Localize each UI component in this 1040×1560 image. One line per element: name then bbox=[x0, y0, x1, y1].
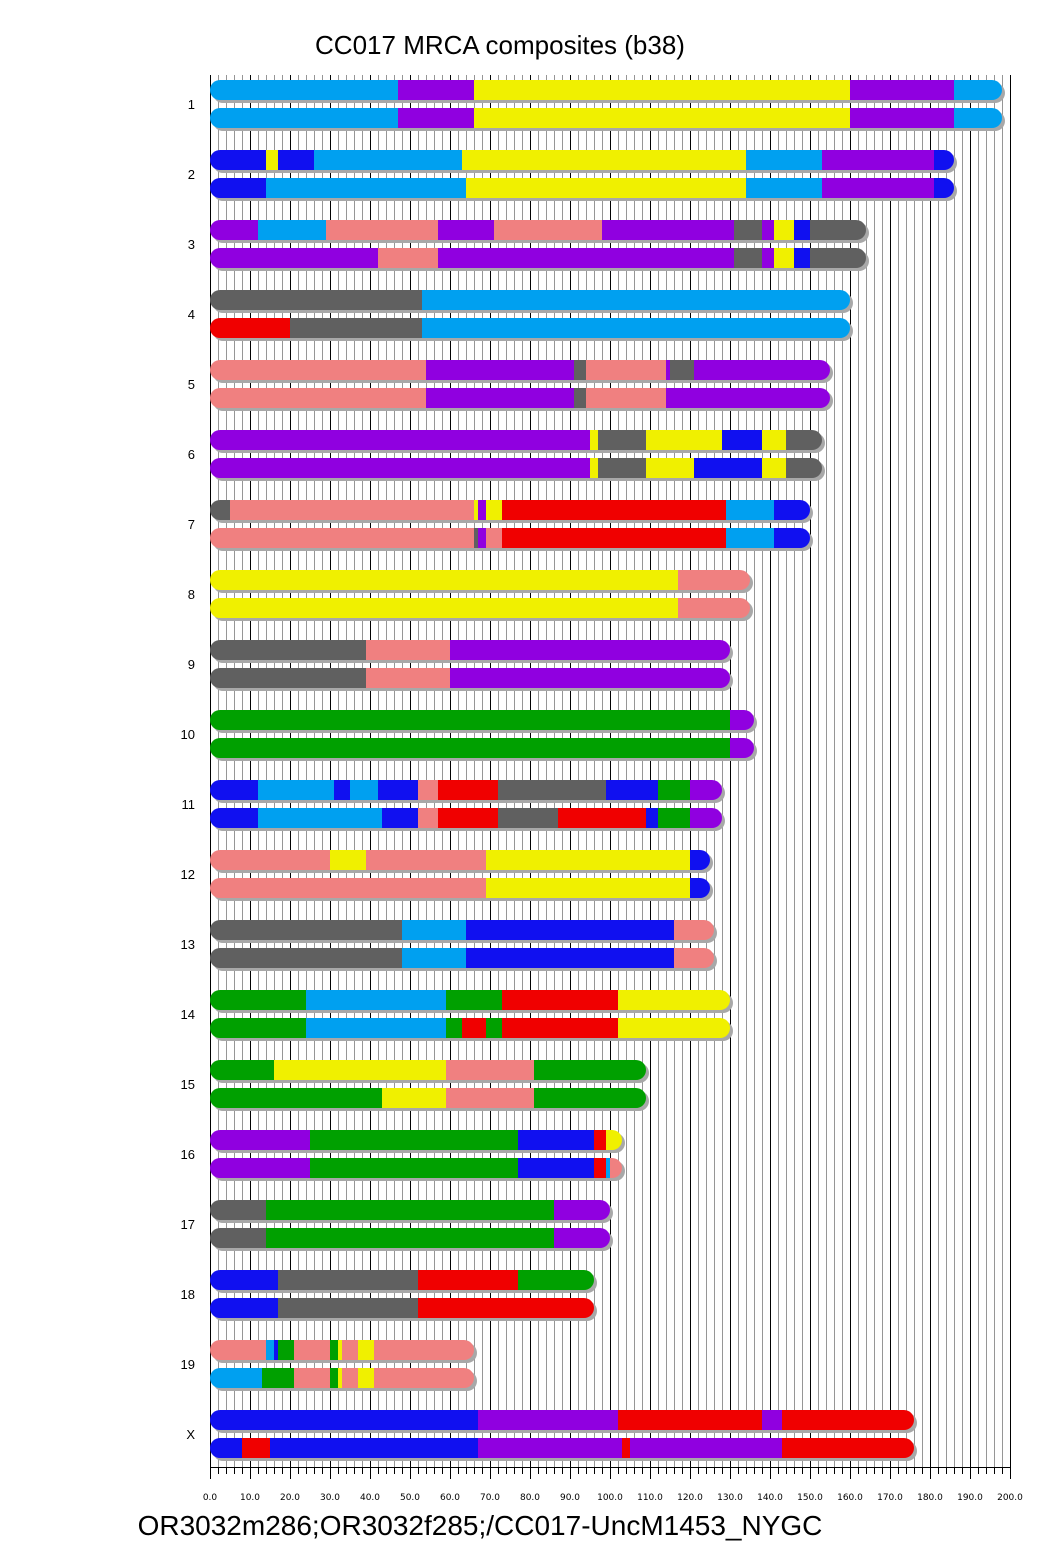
x-axis bbox=[203, 1467, 1023, 1503]
haplotype-segment bbox=[358, 1368, 374, 1388]
haplotype-segment bbox=[342, 1340, 358, 1360]
chr-15-haplotype-2 bbox=[210, 1088, 646, 1108]
haplotype-segment bbox=[554, 1200, 610, 1220]
haplotype-segment bbox=[794, 248, 810, 268]
haplotype-segment bbox=[502, 1018, 618, 1038]
haplotype-segment bbox=[486, 878, 690, 898]
haplotype-segment bbox=[210, 710, 730, 730]
x-tick-label: 170.0 bbox=[877, 1493, 903, 1503]
haplotype-segment bbox=[486, 850, 690, 870]
chr-12-haplotype-2 bbox=[210, 878, 710, 898]
haplotype-segment bbox=[422, 318, 850, 338]
haplotype-segment bbox=[418, 1270, 518, 1290]
haplotype-segment bbox=[646, 430, 722, 450]
haplotype-segment bbox=[590, 458, 598, 478]
haplotype-segment bbox=[258, 808, 382, 828]
x-tick-label: 200.0 bbox=[997, 1493, 1023, 1503]
haplotype-segment bbox=[466, 920, 674, 940]
haplotype-segment bbox=[486, 500, 502, 520]
haplotype-segment bbox=[774, 528, 810, 548]
haplotype-segment bbox=[774, 248, 794, 268]
haplotype-segment bbox=[690, 808, 722, 828]
haplotype-segment bbox=[378, 248, 438, 268]
haplotype-segment bbox=[270, 1438, 478, 1458]
chr-2-haplotype-1 bbox=[210, 150, 954, 170]
chr-5-haplotype-2 bbox=[210, 388, 830, 408]
haplotype-segment bbox=[658, 808, 690, 828]
haplotype-segment bbox=[242, 1438, 270, 1458]
haplotype-segment bbox=[694, 458, 762, 478]
haplotype-segment bbox=[314, 150, 462, 170]
haplotype-segment bbox=[210, 668, 366, 688]
haplotype-segment bbox=[450, 640, 730, 660]
haplotype-segment bbox=[822, 178, 934, 198]
chart-title-text: CC017 MRCA composites (b38) bbox=[315, 30, 685, 60]
haplotype-segment bbox=[210, 458, 590, 478]
chr-8-haplotype-2 bbox=[210, 598, 750, 618]
chromosome-label: 16 bbox=[180, 1147, 195, 1162]
haplotype-segment bbox=[518, 1130, 594, 1150]
haplotype-segment bbox=[266, 1200, 554, 1220]
haplotype-segment bbox=[418, 808, 438, 828]
haplotype-segment bbox=[290, 318, 422, 338]
haplotype-segment bbox=[438, 808, 498, 828]
haplotype-segment bbox=[210, 598, 678, 618]
haplotype-segment bbox=[426, 388, 574, 408]
haplotype-segment bbox=[210, 220, 258, 240]
haplotype-segment bbox=[422, 290, 850, 310]
haplotype-segment bbox=[334, 780, 350, 800]
haplotype-segment bbox=[210, 1228, 266, 1248]
chart-subtitle bbox=[0, 1510, 1040, 1542]
haplotype-segment bbox=[210, 808, 258, 828]
haplotype-segment bbox=[438, 780, 498, 800]
haplotype-segment bbox=[498, 808, 558, 828]
haplotype-segment bbox=[266, 1228, 554, 1248]
haplotype-segment bbox=[374, 1340, 474, 1360]
chromosome-label: 12 bbox=[180, 867, 195, 882]
chromosome-label: 7 bbox=[187, 517, 195, 532]
haplotype-segment bbox=[646, 458, 694, 478]
chr-18-haplotype-1 bbox=[210, 1270, 594, 1290]
x-tick-label: 30.0 bbox=[319, 1493, 341, 1503]
haplotype-segment bbox=[502, 528, 726, 548]
haplotype-segment bbox=[274, 1060, 446, 1080]
haplotype-segment bbox=[622, 1438, 630, 1458]
haplotype-segment bbox=[606, 780, 658, 800]
haplotype-segment bbox=[210, 948, 402, 968]
x-tick-label: 90.0 bbox=[559, 1493, 581, 1503]
haplotype-segment bbox=[474, 80, 850, 100]
haplotype-segment bbox=[210, 640, 366, 660]
haplotype-segment bbox=[210, 248, 378, 268]
haplotype-segment bbox=[402, 948, 466, 968]
haplotype-segment bbox=[382, 808, 418, 828]
chr-17-haplotype-1 bbox=[210, 1200, 610, 1220]
haplotype-segment bbox=[474, 108, 850, 128]
haplotype-segment bbox=[358, 1340, 374, 1360]
chr-13-haplotype-2 bbox=[210, 948, 714, 968]
haplotype-segment bbox=[210, 1270, 278, 1290]
haplotype-segment bbox=[418, 780, 438, 800]
chromosome-label: 10 bbox=[180, 727, 195, 742]
haplotype-segment bbox=[646, 808, 658, 828]
x-tick-label: 120.0 bbox=[677, 1493, 703, 1503]
haplotype-segment bbox=[502, 990, 618, 1010]
x-tick-label: 20.0 bbox=[279, 1493, 301, 1503]
chr-9-haplotype-2 bbox=[210, 668, 730, 688]
haplotype-segment bbox=[734, 248, 762, 268]
x-tick-label: 130.0 bbox=[717, 1493, 743, 1503]
haplotype-segment bbox=[502, 500, 726, 520]
haplotype-segment bbox=[210, 430, 590, 450]
grid-lines bbox=[211, 75, 1011, 1467]
haplotype-segment bbox=[294, 1368, 330, 1388]
haplotype-segment bbox=[810, 248, 866, 268]
haplotype-segment bbox=[378, 780, 418, 800]
haplotype-segment bbox=[746, 178, 822, 198]
haplotype-segment bbox=[258, 220, 326, 240]
haplotype-segment bbox=[418, 1298, 594, 1318]
haplotype-segment bbox=[398, 80, 474, 100]
haplotype-segment bbox=[574, 360, 586, 380]
haplotype-segment bbox=[382, 1088, 446, 1108]
haplotype-segment bbox=[366, 668, 450, 688]
haplotype-segment bbox=[306, 990, 446, 1010]
haplotype-segment bbox=[730, 738, 754, 758]
chr-9-haplotype-1 bbox=[210, 640, 730, 660]
haplotype-segment bbox=[762, 248, 774, 268]
haplotype-segment bbox=[674, 920, 714, 940]
haplotype-segment bbox=[590, 430, 598, 450]
haplotype-segment bbox=[690, 780, 722, 800]
haplotype-segment bbox=[210, 1200, 266, 1220]
chromosome-label: 5 bbox=[187, 377, 195, 392]
haplotype-segment bbox=[278, 1340, 294, 1360]
haplotype-segment bbox=[786, 430, 822, 450]
haplotype-segment bbox=[330, 1340, 338, 1360]
haplotype-segment bbox=[210, 388, 426, 408]
chromosome-label: 1 bbox=[187, 97, 195, 112]
x-tick-label: 60.0 bbox=[439, 1493, 461, 1503]
haplotype-segment bbox=[446, 1088, 534, 1108]
chr-1-haplotype-1 bbox=[210, 80, 1002, 100]
x-tick-label: 150.0 bbox=[797, 1493, 823, 1503]
haplotype-segment bbox=[822, 150, 934, 170]
haplotype-segment bbox=[210, 108, 398, 128]
x-tick-label: 160.0 bbox=[837, 1493, 863, 1503]
haplotype-segment bbox=[726, 528, 774, 548]
haplotype-segment bbox=[694, 360, 830, 380]
x-tick-label: 10.0 bbox=[239, 1493, 261, 1503]
haplotype-segment bbox=[266, 1340, 274, 1360]
chr-2-haplotype-2 bbox=[210, 178, 954, 198]
haplotype-segment bbox=[398, 108, 474, 128]
haplotype-segment bbox=[666, 360, 670, 380]
haplotype-segment bbox=[794, 220, 810, 240]
chr-17-haplotype-2 bbox=[210, 1228, 610, 1248]
haplotype-segment bbox=[494, 220, 602, 240]
haplotype-segment bbox=[478, 1410, 618, 1430]
chart-subtitle-text: OR3032m286;OR3032f285;/CC017-UncM1453_NYGC bbox=[137, 1510, 823, 1541]
haplotype-segment bbox=[474, 500, 478, 520]
haplotype-segment bbox=[210, 1438, 242, 1458]
haplotype-segment bbox=[726, 500, 774, 520]
x-tick-label: 50.0 bbox=[399, 1493, 421, 1503]
haplotype-segment bbox=[730, 710, 754, 730]
haplotype-segment bbox=[678, 570, 750, 590]
haplotype-segment bbox=[274, 1340, 278, 1360]
haplotype-segment bbox=[210, 780, 258, 800]
chr-16-haplotype-1 bbox=[210, 1130, 622, 1150]
haplotype-segment bbox=[478, 528, 486, 548]
haplotype-segment bbox=[262, 1368, 294, 1388]
haplotype-segment bbox=[786, 458, 822, 478]
haplotype-segment bbox=[466, 178, 746, 198]
chr-X-haplotype-1 bbox=[210, 1410, 914, 1430]
x-tick-label: 70.0 bbox=[479, 1493, 501, 1503]
haplotype-segment bbox=[606, 1158, 610, 1178]
haplotype-segment bbox=[310, 1130, 518, 1150]
haplotype-segment bbox=[594, 1158, 606, 1178]
haplotype-segment bbox=[762, 1410, 782, 1430]
haplotype-segment bbox=[618, 1410, 762, 1430]
chromosome-label: 19 bbox=[180, 1357, 195, 1372]
haplotype-segment bbox=[850, 80, 954, 100]
chr-19-haplotype-1 bbox=[210, 1340, 474, 1360]
chr-8-haplotype-1 bbox=[210, 570, 750, 590]
haplotype-segment bbox=[350, 780, 378, 800]
haplotype-segment bbox=[518, 1158, 594, 1178]
chromosome-label: 6 bbox=[187, 447, 195, 462]
haplotype-segment bbox=[402, 920, 466, 940]
chromosome-label: X bbox=[186, 1427, 195, 1442]
haplotype-segment bbox=[478, 1438, 622, 1458]
haplotype-segment bbox=[486, 1018, 502, 1038]
haplotype-segment bbox=[594, 1130, 606, 1150]
haplotype-segment bbox=[446, 1018, 462, 1038]
chromosome-label: 3 bbox=[187, 237, 195, 252]
haplotype-segment bbox=[478, 500, 486, 520]
haplotype-segment bbox=[366, 850, 486, 870]
haplotype-segment bbox=[466, 948, 674, 968]
chr-14-haplotype-2 bbox=[210, 1018, 730, 1038]
x-tick-label: 190.0 bbox=[957, 1493, 983, 1503]
chr-12-haplotype-1 bbox=[210, 850, 710, 870]
chr-7-haplotype-1 bbox=[210, 500, 810, 520]
x-tick-label: 110.0 bbox=[637, 1493, 663, 1503]
haplotype-segment bbox=[446, 990, 502, 1010]
haplotype-segment bbox=[574, 388, 586, 408]
chr-1-haplotype-2 bbox=[210, 108, 1002, 128]
haplotype-segment bbox=[810, 220, 866, 240]
haplotype-segment bbox=[782, 1438, 914, 1458]
haplotype-segment bbox=[210, 738, 730, 758]
haplotype-segment bbox=[210, 178, 266, 198]
haplotype-segment bbox=[266, 150, 278, 170]
haplotype-segment bbox=[618, 1018, 730, 1038]
haplotype-segment bbox=[438, 248, 734, 268]
haplotype-segment bbox=[210, 528, 474, 548]
haplotype-segment bbox=[210, 1088, 382, 1108]
haplotype-segment bbox=[598, 458, 646, 478]
haplotype-segment bbox=[338, 1368, 342, 1388]
chr-14-haplotype-1 bbox=[210, 990, 730, 1010]
haplotype-segment bbox=[210, 1060, 274, 1080]
haplotype-segment bbox=[210, 500, 230, 520]
x-tick-label: 40.0 bbox=[359, 1493, 381, 1503]
haplotype-segment bbox=[210, 1158, 310, 1178]
haplotype-segment bbox=[518, 1270, 594, 1290]
haplotype-segment bbox=[722, 430, 762, 450]
chromosome-label: 2 bbox=[187, 167, 195, 182]
haplotype-segment bbox=[438, 220, 494, 240]
haplotype-segment bbox=[558, 808, 646, 828]
haplotype-segment bbox=[210, 80, 398, 100]
chromosome-label: 17 bbox=[180, 1217, 195, 1232]
chr-16-haplotype-2 bbox=[210, 1158, 622, 1178]
haplotype-segment bbox=[746, 150, 822, 170]
haplotype-segment bbox=[782, 1410, 914, 1430]
haplotype-segment bbox=[210, 290, 422, 310]
chr-11-haplotype-2 bbox=[210, 808, 722, 828]
haplotype-segment bbox=[258, 780, 334, 800]
chromosome-labels bbox=[181, 97, 196, 1442]
chr-4-haplotype-1 bbox=[210, 290, 850, 310]
chromosome-label: 8 bbox=[187, 587, 195, 602]
haplotype-segment bbox=[850, 108, 954, 128]
haplotype-segment bbox=[598, 430, 646, 450]
chr-10-haplotype-1 bbox=[210, 710, 754, 730]
haplotype-segment bbox=[210, 150, 266, 170]
chr-10-haplotype-2 bbox=[210, 738, 754, 758]
chr-18-haplotype-2 bbox=[210, 1298, 594, 1318]
haplotype-segment bbox=[678, 598, 750, 618]
haplotype-segment bbox=[278, 150, 314, 170]
haplotype-segment bbox=[486, 528, 502, 548]
haplotype-segment bbox=[294, 1340, 330, 1360]
chr-11-haplotype-1 bbox=[210, 780, 722, 800]
chr-X-haplotype-2 bbox=[210, 1438, 914, 1458]
haplotype-segment bbox=[330, 1368, 338, 1388]
chr-4-haplotype-2 bbox=[210, 318, 850, 338]
haplotype-segment bbox=[210, 920, 402, 940]
haplotype-segment bbox=[670, 360, 694, 380]
haplotype-segment bbox=[210, 318, 290, 338]
chromosome-label: 18 bbox=[180, 1287, 195, 1302]
haplotype-segment bbox=[762, 220, 774, 240]
haplotype-segment bbox=[534, 1060, 646, 1080]
x-tick-label: 0.0 bbox=[202, 1493, 218, 1503]
chr-19-haplotype-2 bbox=[210, 1368, 474, 1388]
haplotype-segment bbox=[586, 388, 666, 408]
haplotype-segment bbox=[462, 1018, 486, 1038]
haplotype-segment bbox=[462, 150, 746, 170]
haplotype-segment bbox=[210, 1130, 310, 1150]
x-tick-label: 180.0 bbox=[917, 1493, 943, 1503]
haplotype-segment bbox=[210, 1410, 478, 1430]
haplotype-segment bbox=[774, 500, 810, 520]
chr-3-haplotype-1 bbox=[210, 220, 866, 240]
haplotype-segment bbox=[534, 1088, 646, 1108]
haplotype-segment bbox=[338, 1340, 342, 1360]
haplotype-segment bbox=[210, 850, 330, 870]
haplotype-segment bbox=[366, 640, 450, 660]
chromosome-label: 11 bbox=[181, 797, 195, 812]
haplotype-segment bbox=[630, 1438, 782, 1458]
haplotype-segment bbox=[498, 780, 606, 800]
chromosome-bars bbox=[210, 80, 1005, 1461]
chromosome-label: 13 bbox=[180, 937, 195, 952]
haplotype-segment bbox=[762, 458, 786, 478]
haplotype-segment bbox=[210, 570, 678, 590]
chr-13-haplotype-1 bbox=[210, 920, 714, 940]
haplotype-segment bbox=[210, 360, 426, 380]
haplotype-segment bbox=[278, 1270, 418, 1290]
haplotype-segment bbox=[954, 108, 1002, 128]
haplotype-segment bbox=[762, 430, 786, 450]
haplotype-segment bbox=[210, 878, 486, 898]
haplotype-segment bbox=[658, 780, 690, 800]
haplotype-segment bbox=[330, 850, 366, 870]
chr-3-haplotype-2 bbox=[210, 248, 866, 268]
haplotype-segment bbox=[374, 1368, 474, 1388]
haplotype-segment bbox=[954, 80, 1002, 100]
chr-15-haplotype-1 bbox=[210, 1060, 646, 1080]
x-tick-label: 100.0 bbox=[597, 1493, 623, 1503]
haplotype-segment bbox=[210, 1298, 278, 1318]
haplotype-segment bbox=[474, 528, 478, 548]
haplotype-segment bbox=[734, 220, 762, 240]
haplotype-segment bbox=[618, 990, 730, 1010]
haplotype-segment bbox=[554, 1228, 610, 1248]
chr-5-haplotype-1 bbox=[210, 360, 830, 380]
chr-6-haplotype-1 bbox=[210, 430, 822, 450]
haplotype-segment bbox=[602, 220, 734, 240]
chromosome-label: 14 bbox=[180, 1007, 195, 1022]
x-tick-label: 80.0 bbox=[519, 1493, 541, 1503]
haplotype-segment bbox=[446, 1060, 534, 1080]
haplotype-segment bbox=[426, 360, 574, 380]
chromosome-label: 15 bbox=[180, 1077, 195, 1092]
haplotype-segment bbox=[774, 220, 794, 240]
haplotype-segment bbox=[210, 990, 306, 1010]
haplotype-segment bbox=[210, 1340, 266, 1360]
haplotype-segment bbox=[342, 1368, 358, 1388]
haplotype-segment bbox=[326, 220, 438, 240]
chr-7-haplotype-2 bbox=[210, 528, 810, 548]
chr-6-haplotype-2 bbox=[210, 458, 822, 478]
haplotype-segment bbox=[450, 668, 730, 688]
haplotype-segment bbox=[230, 500, 474, 520]
haplotype-segment bbox=[210, 1368, 262, 1388]
haplotype-segment bbox=[674, 948, 714, 968]
chromosome-label: 4 bbox=[187, 307, 195, 322]
haplotype-segment bbox=[278, 1298, 418, 1318]
chromosome-label: 9 bbox=[187, 657, 195, 672]
haplotype-segment bbox=[586, 360, 666, 380]
haplotype-segment bbox=[210, 1018, 306, 1038]
haplotype-segment bbox=[306, 1018, 446, 1038]
haplotype-segment bbox=[266, 178, 466, 198]
x-tick-label: 140.0 bbox=[757, 1493, 783, 1503]
haplotype-segment bbox=[310, 1158, 518, 1178]
haplotype-segment bbox=[666, 388, 830, 408]
